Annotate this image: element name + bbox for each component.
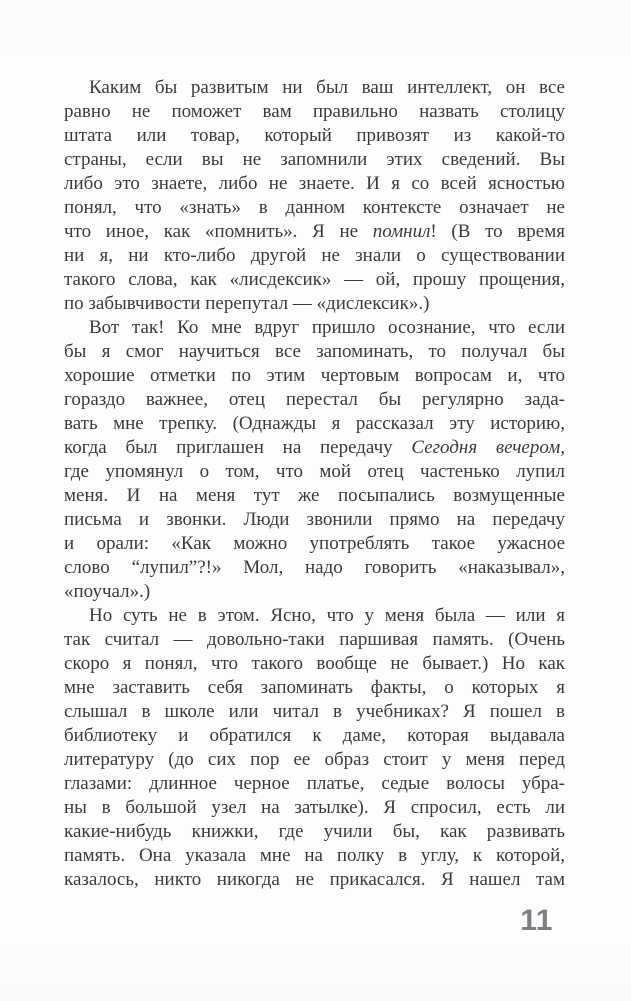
text-line: и орали: «Как можно употреблять такое ужасное bbox=[64, 533, 565, 554]
page-number: 11 bbox=[520, 904, 553, 937]
paragraph bbox=[64, 604, 565, 892]
text-line: Каким бы развитым ни был ваш интеллект, он все bbox=[89, 77, 565, 98]
text-line: меня. И на меня тут же посыпались возмущенные bbox=[64, 485, 565, 506]
text-line: либо это знаете, либо не знаете. И я со всей ясностью bbox=[64, 173, 565, 194]
text-line: ни я, ни кто-либо другой не знали о существовании bbox=[64, 245, 565, 266]
text-line: равно не поможет вам правильно назвать столицу bbox=[64, 101, 565, 122]
text-line: понял, что «знать» в данном контексте означает не bbox=[64, 197, 565, 218]
text-line: что иное, как «помнить». Я не помнил! (В то время bbox=[64, 221, 566, 242]
text-line: хорошие отметки по этим чертовым вопросам и, что bbox=[64, 365, 565, 386]
text-line: когда был приглашен на передачу Сегодня вечером, bbox=[64, 437, 565, 458]
text-line: так считал — довольно-таки паршивая память. (Очень bbox=[64, 629, 565, 650]
text-line: мне заставить себя запоминать факты, о которых я bbox=[64, 677, 565, 698]
text-line: какие-нибудь книжки, где учили бы, как развивать bbox=[64, 821, 565, 842]
text-line: где упомянул о том, что мой отец частенько лупил bbox=[64, 461, 565, 482]
text-line: штата или товар, который привозят из какой-то bbox=[64, 125, 565, 146]
text-line: страны, если вы не запомнили этих сведений. Вы bbox=[64, 149, 565, 170]
paragraph bbox=[64, 316, 565, 604]
text-line: такого слова, как «лисдексик» — ой, прошу прощения, bbox=[64, 269, 565, 290]
text-line: память. Она указала мне на полку в углу, к которой, bbox=[64, 845, 565, 866]
text-line: письма и звонки. Люди звонили прямо на передачу bbox=[64, 509, 565, 530]
text-line: слышал в школе или читал в учебниках? Я пошел в bbox=[64, 701, 565, 722]
text-line: Вот так! Ко мне вдруг пришло осознание, что если bbox=[89, 317, 565, 338]
text-line: вать мне трепку. (Однажды я рассказал эту историю, bbox=[64, 413, 565, 434]
text-line: бы я смог научиться все запоминать, то получал бы bbox=[64, 341, 565, 362]
text-line: слово “лупил”?!» Мол, надо говорить «наказывал», bbox=[64, 557, 565, 578]
text-line: казалось, никто никогда не прикасался. Я нашел там bbox=[64, 869, 565, 890]
text-line: скоро я понял, что такого вообще не бывает.) Но как bbox=[64, 653, 565, 674]
page-text bbox=[64, 76, 565, 892]
text-line: «поучал».) bbox=[64, 581, 151, 602]
text-line: литературу (до сих пор ее образ стоит у меня перед bbox=[64, 749, 565, 770]
text-line: Но суть не в этом. Ясно, что у меня была — или я bbox=[89, 605, 565, 626]
text-line: библиотеку и обратился к даме, которая выдавала bbox=[64, 725, 565, 746]
text-line: по забывчивости перепутал — «дислексик».) bbox=[64, 293, 430, 314]
text-line: ны в большой узел на затылке). Я спросил, есть ли bbox=[64, 797, 565, 818]
text-line: глазами: длинное черное платье, седые волосы убра- bbox=[64, 773, 565, 794]
paragraph bbox=[64, 76, 565, 316]
text-line: гораздо важнее, отец перестал бы регулярно зада- bbox=[64, 389, 565, 410]
